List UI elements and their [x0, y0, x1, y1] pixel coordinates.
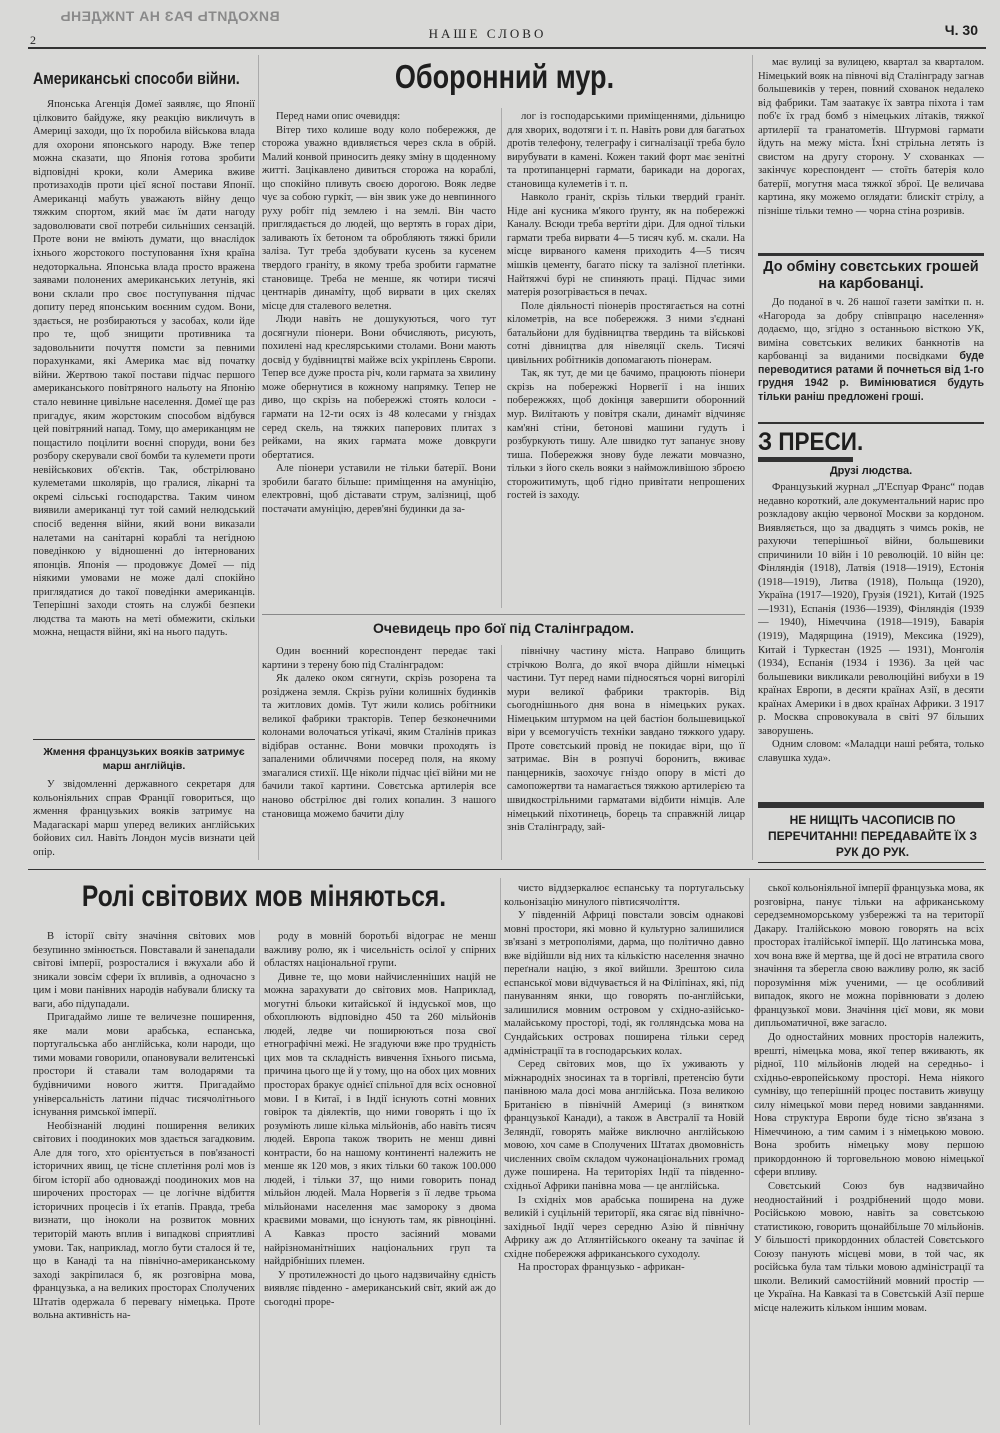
- article-wall-col-a: [262, 110, 496, 610]
- paragraph: ської кольоніяльної імперії французька мова, як розговірна, панує тільки на африканському середземноморському узбережжі та на території Дакару. Італійською мовою говорять на всіх просторах італійської імперії. Що латинська мова, хоч вона вже й мертва, ще й досі не втратила свого значіння та зберегла свою важливу ролю, як засіб порозуміння між ученими, — це особливий випадок, якого не можна порівнювати з долею французької мови. Значіння цієї мови, як мови дипльоматичної, вже загасло.: [754, 883, 984, 1030]
- article-madagascar-body: [33, 778, 255, 860]
- paragraph: Один воєнний кореспондент передає такі картини з терену бою під Сталінградом:: [262, 646, 496, 671]
- paragraph: лог із господарськими приміщеннями, дільницю для хворих, водотяги і т. п. Навіть рови для багатьох дротів телефону, телеграфу і сигналізації треба було вирубувати в камені. Кожен такий форт має зенітні та протипанцерні гармати, барикади на дорогах, становища кулеметів і т. п.: [507, 111, 745, 190]
- paragraph: У протилежності до цього надзвичайну єдність виявляє південно - американський світ, який аж до сьогодні проре-: [264, 1269, 496, 1308]
- divider: [758, 802, 984, 808]
- paragraph: має вулиці за вулицею, квартал за кварталом. Німецький вояк на півночі від Сталінграду загнав большевиків у терен, повний схованок недалеко від фабрики. Там заатакує їх завтра піхота і там поб'є їх град бомб з німецьких літаків, тяжкої артилерії та гранатометів. Штурмові гармати йдуть на межу міста. Їхні стрільна летять із свистом на другу сторону. У схованках — закінчує кореспондент — стоїть батерія коло батерії, могутня маса тяжкої зброї. Це величава картина, яку можемо оглядати: блискіт стрілу, а пізніше тільки темно — чорна стіна розривів.: [758, 57, 984, 218]
- paragraph: північну частину міста. Направо блищить стрічкою Волга, до якої вчора дійшли німецькі частини. Тут перед нами підносяться чорні вигорілі мури великої фабрики тракторів. Від сьогоднішнього дня вона в німецьких руках. Німецьким штурмом на цей бастіон большевицької віри у всемогучість техніки завдано тяжкого удару. Проте совєтський провід не покидає віри, що її затримає. Він в розпучі боронить, вживає панцерників, заохочує гніздо опору в місті до самопожертви та намагається тяжкою артилерією та швидкострільними гарматами відбити німців. Але німецький піхотинець, борець та справжній лицар знів Сталінграду, зай-: [507, 646, 745, 834]
- article-wall-col-b: [507, 110, 745, 610]
- paragraph: У звідомленні державного секретаря для кольоніяльних справ Франції говориться, що жмення французьких вояків затримує на Мадагаскарі марш уперед великих англійських бойових сил. Навіть Лондон мусів визнати цей опір.: [33, 779, 255, 858]
- paragraph: На просторах французько - африкан-: [518, 1262, 685, 1274]
- article-title-wall: Оборонний мур.: [394, 58, 615, 95]
- article-languages-col-2: [264, 930, 496, 1425]
- article-stalingrad-col-a: [262, 645, 496, 863]
- paragraph: чисто віддзеркалює еспанську та португальську кольонізацію минулого півтисячоліття.: [504, 883, 744, 908]
- column-divider: [258, 55, 259, 860]
- column-divider: [752, 55, 753, 860]
- article-title-press: Друзі людства.: [829, 465, 913, 477]
- article-languages-col-4: [754, 882, 984, 1427]
- paragraph: Навколо граніт, скрізь тільки твердий граніт. Ніде ані кусника м'якого ґрунту, як на побережжі Каналу. Всюди треба вертіти діри. Для одної тільки гармати треба вирвати 4—5 тисяч куб. м. скали. На місце вирваного каменя приходить 4—5 тисяч мішків цементу, багато піску та залізної плетінки. Найтяжчі бурі не спиняють праці. Підчас зими матерія розогрівається в печах.: [507, 192, 745, 299]
- paragraph: До одностайних мовних просторів належить, врешті, німецька мова, якої тепер вживають, як рідної, 110 мільйонів людей на середньо- і східньо-европейському просторі. Нема ніякого сумніву, що теперішній процес поставить живущу силу німецької мови перед новими завданнями. Нова структура Европи буде тісно зв'язана з Німеччиною, а тим самим і з німецькою мовою. Вона зробить німецьку мову першою прикордонною й торговельною мовою німецької сфери впливу.: [754, 1032, 984, 1179]
- newspaper-title: НАШЕ СЛОВО: [428, 26, 547, 41]
- divider: [758, 422, 984, 424]
- issue-number: Ч. 30: [944, 22, 978, 38]
- masthead-rule: [28, 47, 986, 49]
- column-divider: [501, 645, 502, 860]
- paragraph: В історії світу значіння світових мов безупинно змінюється. Повставали й занепадали світові імперії, розросталися і вжухали або й зникали зовсім сфери їх впливів, а одночасно з цим і мови панівних народів набували блиску та ваги, або підупадали.: [33, 931, 255, 1010]
- paragraph: Одним словом: «Маладци наші ребята, только славушка худа».: [758, 739, 984, 764]
- column-divider: [749, 878, 750, 1425]
- paragraph: Поле діяльності піонерів простягається на сотні кілометрів, на все побережжя. З ними з'єднані батальйони для будівництва твердинь та військові сотні дівництва для нівеляції скель. Тисячі цивільних робітників допомагають піонерам.: [507, 300, 745, 366]
- section-rule: [28, 869, 986, 870]
- paragraph: Люди навіть не дошукуються, чого тут досягнули піонери. Вони обчисляють, рисують, похилені над креслярськими столами. Вони мають досвід у будівництві майже всіх укріплень Європи. Тепер все дуже проста річ, коли гармата за хвилину може обернутися в кожному напрямку. Тепер не диво, що скрізь на побережжі стоять колоси - гармати на 12-ти осях із 48 колесами у гніздах серед скель, на тяжких паперових плитах з рейками, на яких гармата може довкруги обертатися.: [262, 314, 496, 461]
- paragraph: Як далеко оком сягнути, скрізь розорена та розіджена земля. Скрізь руїни колишніх будинків та житлових домів. Тут жили колись робітники великої фабрики тракторів. Тепер безконечними колонами волочаться утікачі, яким Сталінів приказ відібрав останнє. Вони мовчки проходять із запаленими обличчями посеред поля, на якому змагалися стихії. Ще ніколи підчас цієї війни ми не бачили такої картини. Совєтська артилерія все наново обстрілює дві голих копалин. З нашого становища можемо бачити ділу: [262, 673, 496, 820]
- paragraph: Перед нами опис очевидця:: [276, 111, 401, 122]
- section-title-press: З ПРЕСИ.: [758, 428, 864, 456]
- divider: [758, 862, 984, 863]
- article-exchange-body: [758, 296, 984, 414]
- paragraph: Французький журнал „Л'Еспуар Франс“ подав недавно короткий, але документальний нарис про розкладову акцію червоної Москви за кордоном. Виявляється, що за двадцять з чимсь років, не рахуючи теперішньої війни, большевики спричинили 10 війн і 10 революцій. 10 війн це: Фінляндія (1918), Латвія (1918—1919), Естонія (1918—1919), Литва (1918), Польща (1920), Україна (1917—1920), Грузія (1921), Китай (1925—1931), Еспанія (1936—1939), Фінляндія (1939 — 1940), Німеччина (1918—1919), Баварія (1919), Мадярщина (1919), Мексика (1929), Китай і Туркестан (1925 — 1931), Монголія (1934), Еспанія (1934 і 1936). За цей час большевики викликали революційні вибухи в 19 країнах Европи, в десяти країнах Азії, в десяти країнах Америки і в двох країнах Африки. З 1917 р. Москва спровокувала в світі 97 більших заворушень.: [758, 482, 984, 737]
- paragraph: Совєтський Союз був надзвичайно неодностайний і роздрібнений щодо мови. Російською мовою, навіть за совєтською статистикою, говорить щонайбільше 70 мільйонів. У більшості прикордонних областей Совєтського Союзу панують місцеві мови, в той час, як російська була там тільки мовою адміністрації та школи. Великий самостійний мовний простір — це Україна. На Кавказі та в Совєтській Азії перше місце належить кільком іншим мовам.: [754, 1181, 984, 1314]
- paragraph: Так, як тут, де ми це бачимо, працюють піонери скрізь на побережжі Норвегії і на інших побережжях, щоб докінця завершити оборонний мур. Вилітають у повітря скали, динаміт відчиняє кам'яні стіни, бетонові машини гудуть і розбуркують тишу. Але швидко тут запанує знову тиша. Побережжя знову буде лежати мовчазно, тільки з його скель вояки з найможливішою зброєю сторожитимуть, щоб гідно привітати непрошених гостей із заходу.: [507, 368, 745, 502]
- paragraph: Але піонери уставили не тільки батерії. Вони зробили багато більше: приміщення на амуніцію, електровні, щоб діставати струм, залізниці, щоб постачати амуніцію, дерев'яні будинки да за-: [262, 463, 496, 515]
- column-divider: [500, 878, 501, 1425]
- paragraph: роду в мовній боротьбі відограє не менш важливу ролю, як і чисельність осілої у спірних областях національної групи.: [264, 931, 496, 970]
- paragraph: Необізнаній людині поширення великих світових і поодиноких мов здається загадковим. Але для того, хто орієнтується в пов'язаності історичних явищ, це тісне сплетіння ролі мов із бігом історії або одноважді поодиноких мов на широчених просторах — це логічне відбиття історичних процесів і їх етапів. Правда, треба визнати, що іноколи на розвиток мовних територій мають вплив і випадкові сприятливі умови. Так, наприклад, могло бути сталося й те, що в Канаді та на північно-американському заході закріпилася б, як розговірна мова, французька, а на великих просторах Сполучених Штатів одержала б перевагу німецька. Проте вольна активність на-: [33, 1120, 255, 1322]
- paragraph: У південній Африці повстали зовсім однакові мовні простори, які мовно й культурно залишилися зв'язані з метрополіями, дарма, що політично давно вже відійшли від них та кількістю населення значно переґнали націю, з якої вийшли. Зрештою сила еспанської мови відчувається й на Філіпінах, які, під пануванням янки, що говорять по-англійськи, залишилися мовним островом у східно-азійсько-малайському просторі, тоді, як голляндська мова на Сундайських островах поширена тільки серед адміністрації та в господарських колах.: [504, 910, 744, 1057]
- paragraph: Пригадаймо лише те величезне поширення, яке мали мови арабська, еспанська, португальська або англійська, коли народи, що тими мовами говорили, опановували велитенські простори й ставали там володарями та будівничими нового життя. Пригадаймо універсальність латини підчас тисячолітнього існування римської імперії.: [33, 1012, 255, 1119]
- column-divider: [259, 930, 260, 1425]
- article-stalingrad-col-c: [758, 56, 984, 248]
- divider: [262, 614, 745, 615]
- exchange-bold-text: буде переводитися ратами й почнеться від 1-го грудня 1942 р. Вимінюватися будуть тільки раніш предложені гроші.: [758, 350, 984, 403]
- section-underline: [758, 457, 853, 462]
- article-languages-col-1: [33, 930, 255, 1425]
- article-press-body: [758, 481, 984, 793]
- exchange-text: До поданої в ч. 26 нашої газети замітки п. н. «Нагорода за добру співпрацю населення» додаємо, що, згідно з останньою вісткою УК, виміна совєтських великих банкнотів на карбованці за виданими посвідками: [758, 297, 984, 363]
- article-stalingrad-col-b: [507, 645, 745, 863]
- banner-notice: НЕ НИЩІТЬ ЧАСОПИСІВ ПО ПЕРЕЧИТАННІ! ПЕРЕДАВАЙТЕ ЇХ З РУК ДО РУК.: [768, 813, 977, 859]
- article-languages-col-3: [504, 882, 744, 1427]
- article-title-exchange: До обміну совєтських грошей на карбованці.: [763, 259, 979, 292]
- bleed-through-text: ВИХОДИТЬ РАЗ НА ТИЖДЕНЬ: [60, 8, 280, 24]
- paragraph: Із східніх мов арабська поширена на дуже великій і суцільній території, яка сягає від північно-західньої Індії через середню Азію й північну Африку аж до Атлянтійського океану та зачіпає й східне побережжя африканського суходолу.: [504, 1194, 744, 1260]
- paragraph: Японська Агенція Домеї заявляє, що Японії цілковито байдуже, яку реакцію викличуть в Америці заходи, що їх поробила військова влада для охорони японського народу. Вже тепер можна сказати, що Японія готова зробити відповідні кроки, коли Америка вживе протизаходів проти цієї ясної постави Японії. Американці мабуть уважають війну дещо тяжким спортом, який має їм дати нагоду задоволювати свої потреби сильніших сензацій. Проте вони не вміють думати, що внаслідок іхнього жорстокого поступовання їхня країна недоторкальна. Японська влада просто вражена заявами полонених американських летунів, які вони склали про своє поступування підчас допиту перед японським воєнним судом. Вони, здається, не розбираються у засобах, коли йде про те, щоб знищити противника та задовольнити почуття помсти за певними порахунками, які Америка має від початку війни. Жертвою такої постави підчас першого американського повітряного нальоту на Японію стало невинне цивільне населення. Домеї ще раз пригадує, яким жорстоким способом відбувся цей повітряний напад. Тому, що американцям не пощастило поцілити воєнні споруди, вони без розбору скерували свої бомби та кулемети проти невійськових об'єктів. Так, обстрілювано кулеметами школярів, що гралися, лікарні та окремі сільські господарства. Таким чином виявили американці тут той самий нелюдський спосіб ведення війни, який вони виказали налетами на санітарні кораблі та негідною поведінкою у відношенні до інтернованих японців. Японія — продовжує Домеї — під ніякими умовами не може далі спокійно приглядатися до такої поведінки американців. Теперішні заходи стоять на службі безпеки людства та мають на меті обмежити, скільки можна, нещастя війни, які на нього падуть.: [33, 99, 255, 639]
- divider: [33, 739, 255, 740]
- divider: [758, 253, 984, 256]
- paragraph: Серед світових мов, що їх уживають у міжнародніх зносинах та в торгівлі, претенсію бути панівною мала досі мова англійська. Поза великою Британією в північній Америці (з винятком французької Канади), а також в Австралії та Новій Зеляндії, говорять майже виключно англійською мовою, хоч саме в Сполучених Штатах двомовність численних своїм складом чужонаціональних громад дуже поширена. На територіях Індії та південно-східньої Африки панівна мова — це англійська.: [504, 1059, 744, 1193]
- article-title-languages: Ролі світових мов міняються.: [81, 880, 447, 913]
- page-number: 2: [30, 33, 36, 47]
- paragraph: Дивне те, що мови найчисленніших націй не можна зарахувати до світових мов. Наприклад, могутні бльоки китайської й індуської мов, що обхоплюють відповідно 450 та 260 мільйонів людей, ледве чи поширюються поза свої етнографічні межі. Не згадуючи вже про трудність цих мов та складність вивчення їхнього письма, причина цього ще й у тому, що на обох цих мовних просторах бракує однієї спільної для всіх основної мови. І в Китаї, і в Індії існують сотні мовних говірок та діялектів, що ними говорять і що їх розуміють лише кілька мільйонів, або навіть тисяч людей. Европа також творить не менш дивні контрасти, бо на нашому континенті належить не менше як 120 мов, з яких тільки 60 також 100.000 людей, і тільки 37, що ними говорить понад мільйон людей. Мала Норвегія з її ледве трьома мільйонами населення має замороку з двома краєвими мовами, що існують там, як рівноцінні. А Кавказ просто засіяний мовами найрізноманітніших національних груп та найдрібніших племен.: [264, 971, 496, 1268]
- article-title-madagascar: Жмення французьких вояків затримує марш англійців.: [43, 746, 245, 772]
- column-divider: [501, 108, 502, 608]
- article-title-stalingrad: Очевидець про бої під Сталінградом.: [372, 620, 635, 636]
- article-american-body: [33, 98, 255, 743]
- article-title-american: Американські способи війни.: [33, 70, 240, 88]
- paragraph: Вітер тихо колише воду коло побережжя, де сторожа уважно вдивляється через скла в обрій. Малий конвой приносить деяку зміну в щоденному житті. Зацікавлено дивиться сторожа на кораблі, що спокійно пливуть своєю дорогою. Вояк ледве чує за собою гуркіт, — він звик уже до невпинного руху робіт під землею і на землі. Він часто приглядається до людей, що вертять в горах діри, заливають їх бетоном та обробляють тяжкі брили заліза. Тут треба здобувати кусень за кусенем твердого граніту, в якому треба зробити гарматне становище. Треба не менше, як чотири тисячі центнарів динаміту, щоб вирвати в цих скелях місце для сталевого велетня.: [262, 124, 496, 312]
